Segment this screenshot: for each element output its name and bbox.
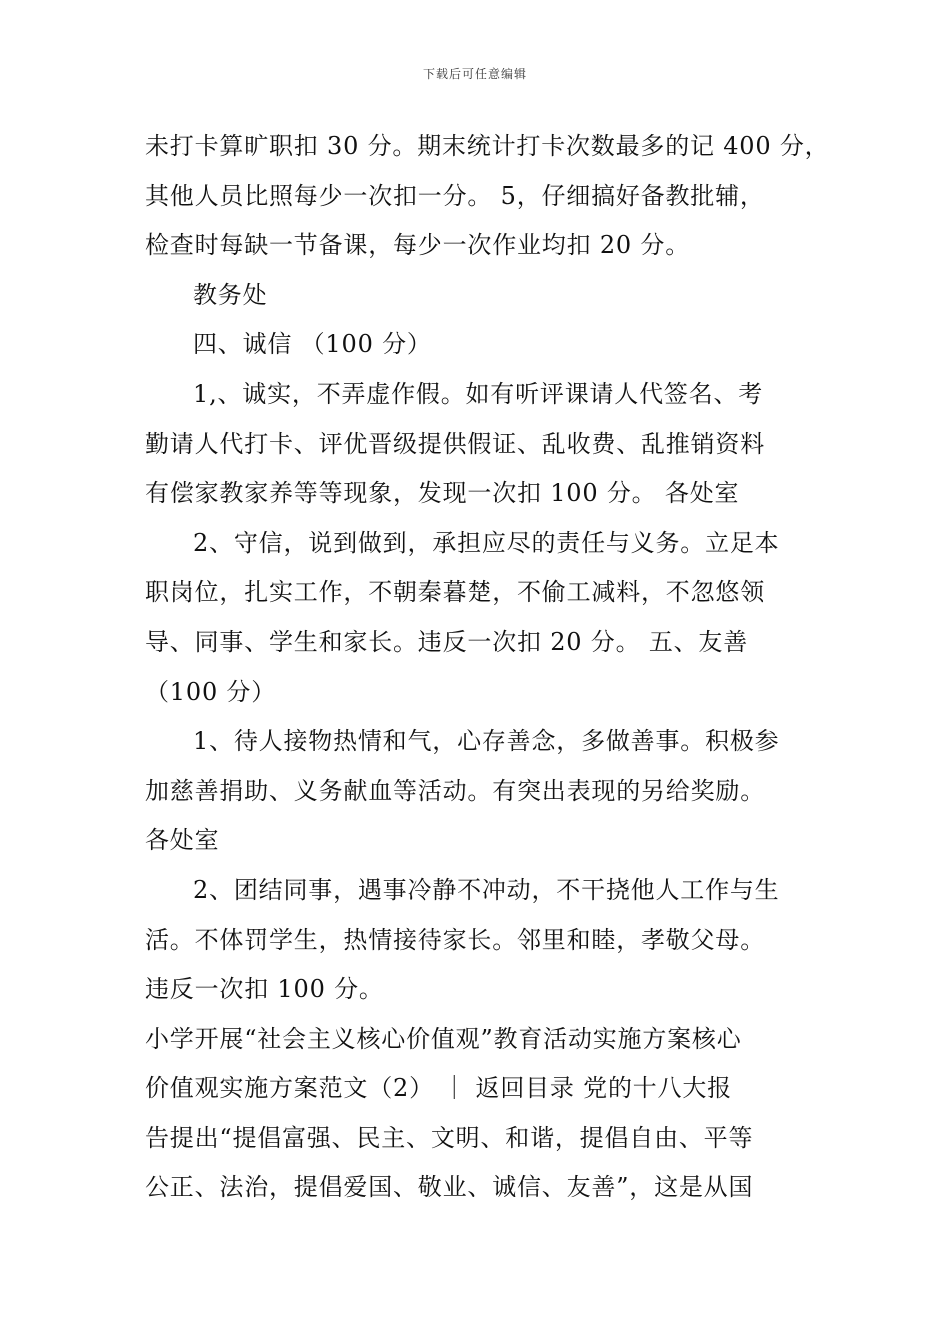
document-body xyxy=(145,122,830,1213)
text-line: 检查时每缺一节备课，每少一次作业均扣 20 分。 xyxy=(145,231,690,260)
text-line: 价值观实施方案范文（2） ｜ 返回目录 党的十八大报 xyxy=(145,1074,732,1103)
text-line: 1,、诚实，不弄虚作假。如有听评课请人代签名、考 xyxy=(193,379,764,408)
text-line: 公正、法治，提倡爱国、敬业、诚信、友善”，这是从国 xyxy=(145,1173,754,1202)
text-line: 2、团结同事，遇事冷静不冲动，不干挠他人工作与生 xyxy=(193,875,780,904)
text-line: 未打卡算旷职扣 30 分。期末统计打卡次数最多的记 400 分， xyxy=(145,132,830,160)
text-line: 职岗位，扎实工作，不朝秦暮楚，不偷工减料，不忽悠领 xyxy=(145,578,765,607)
text-line: 违反一次扣 100 分。 xyxy=(145,975,384,1004)
text-line: 1、待人接物热情和气，心存善念，多做善事。积极参 xyxy=(193,727,780,756)
text-line: 勤请人代打卡、评优晋级提供假证、乱收费、乱推销资料 xyxy=(145,429,765,458)
text-line: 导、同事、学生和家长。违反一次扣 20 分。 五、友善 xyxy=(145,627,749,656)
text-line: 其他人员比照每少一次扣一分。 5，仔细搞好备教批辅， xyxy=(145,181,765,210)
text-line: 加慈善捐助、义务献血等活动。有突出表现的另给奖励。 xyxy=(145,776,765,805)
page-header-note: 下载后可任意编辑 xyxy=(422,67,527,81)
text-line: 小学开展“社会主义核心价值观”教育活动实施方案核心 xyxy=(145,1024,742,1053)
text-line: 有偿家教家养等等现象，发现一次扣 100 分。 各处室 xyxy=(145,479,740,508)
text-line: 各处室 xyxy=(145,826,220,855)
text-line: 活。不体罚学生，热情接待家长。邻里和睦，孝敬父母。 xyxy=(145,925,765,954)
text-line: 2、守信，说到做到，承担应尽的责任与义务。立足本 xyxy=(193,528,780,557)
text-line: 四、诚信 （100 分） xyxy=(193,330,432,359)
text-line: 告提出“提倡富强、民主、文明、和谐，提倡自由、平等 xyxy=(145,1123,754,1152)
text-line: 教务处 xyxy=(193,280,268,309)
text-line: （100 分） xyxy=(145,677,277,706)
